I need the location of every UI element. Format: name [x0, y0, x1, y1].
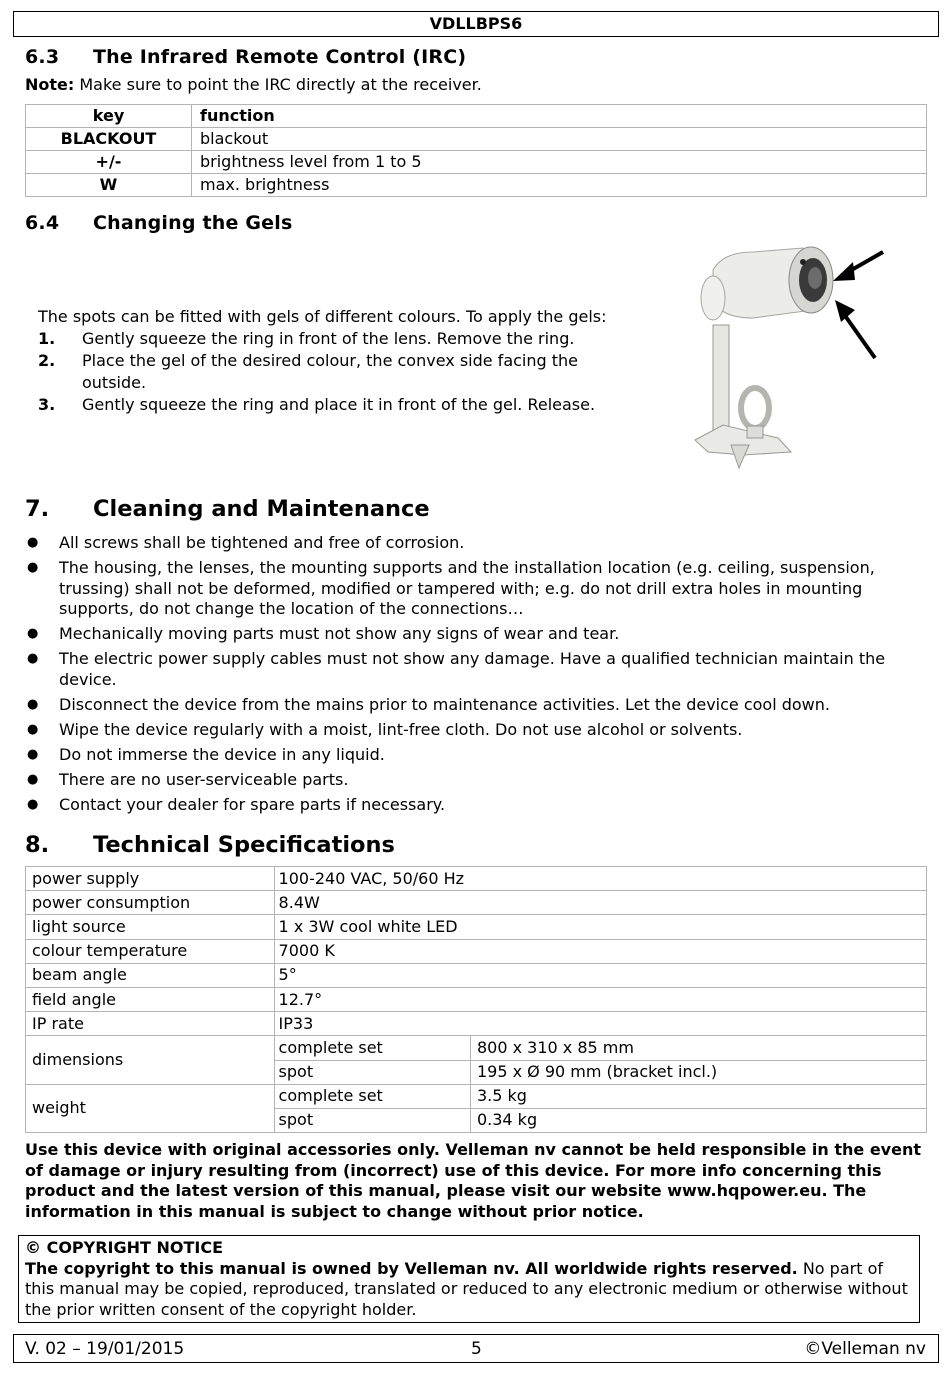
copyright-body — [25, 1259, 913, 1321]
list-item — [27, 624, 932, 645]
table-row — [26, 174, 927, 197]
section-7-heading — [25, 496, 430, 522]
spec-sub-label: spot — [274, 1108, 470, 1132]
page-footer — [13, 1334, 939, 1363]
copyright-bold-text: The copyright to this manual is owned by Velleman nv. All worldwide rights reserved. — [25, 1258, 798, 1278]
lens-center — [808, 267, 822, 289]
spec-value: IP33 — [274, 1012, 926, 1036]
table-row — [26, 915, 927, 939]
list-item — [27, 649, 932, 690]
list-item — [27, 558, 932, 620]
spec-value: 7000 K — [274, 939, 926, 963]
bullet-icon: ● — [27, 535, 39, 550]
spec-label: beam angle — [26, 963, 275, 987]
spec-value: 195 x Ø 90 mm (bracket incl.) — [470, 1060, 926, 1084]
section-number: 6.3 — [25, 46, 60, 68]
list-item — [27, 745, 932, 766]
irc-note — [25, 75, 482, 94]
rear-cap — [701, 276, 725, 320]
section-title: The Infrared Remote Control (IRC) — [93, 46, 467, 68]
eye-mount — [747, 426, 763, 438]
table-row — [26, 128, 927, 151]
spec-value: 0.34 kg — [470, 1108, 926, 1132]
bullet-icon: ● — [27, 747, 39, 763]
bullet-icon: ● — [27, 560, 39, 576]
bullet-icon: ● — [27, 797, 39, 813]
bullet-icon: ● — [27, 651, 39, 667]
section-title: Cleaning and Maintenance — [93, 496, 430, 522]
section-title: Technical Specifications — [93, 832, 395, 858]
table-row — [26, 891, 927, 915]
step-number: 2. — [38, 351, 56, 370]
spec-value: 3.5 kg — [470, 1084, 926, 1108]
spec-value: 1 x 3W cool white LED — [274, 915, 926, 939]
section-number: 8. — [25, 832, 50, 858]
copyright-text: No part of this manual may be copied, reproduced, translated or reduced to any electronic medium or otherwise without the prior written consent of the copyright holder. — [25, 1258, 908, 1319]
spec-value: 800 x 310 x 85 mm — [470, 1036, 926, 1060]
footer-version: V. 02 – 19/01/2015 — [25, 1339, 185, 1359]
step-text: Gently squeeze the ring and place it in front of the gel. Release. — [82, 395, 596, 414]
list-item-text: There are no user-serviceable parts. — [59, 770, 349, 790]
list-item-text: All screws shall be tightened and free of corrosion. — [59, 533, 465, 552]
spec-label: dimensions — [26, 1036, 275, 1084]
screw-dot — [800, 259, 806, 265]
list-item-text: Wipe the device regularly with a moist, lint-free cloth. Do not use alcohol or solvents. — [59, 719, 743, 739]
list-item-text: The housing, the lenses, the mounting supports and the installation location (e.g. ceiling, suspension, trussing) shall not be deformed, modified or tampered with; e.g. do not drill extra holes in mounting supports, do not change the location of the connections… — [59, 558, 875, 619]
step-item — [38, 394, 658, 416]
table-header-row — [26, 105, 927, 128]
step-number: 1. — [38, 329, 56, 348]
page-number: 5 — [471, 1339, 482, 1359]
spec-label: power consumption — [26, 891, 275, 915]
bullet-icon: ● — [27, 696, 39, 712]
spec-label: weight — [26, 1084, 275, 1132]
spec-label: field angle — [26, 987, 275, 1011]
spec-sub-label: complete set — [274, 1036, 470, 1060]
table-row — [26, 1012, 927, 1036]
bullet-icon: ● — [27, 772, 39, 788]
spec-sub-label: spot — [274, 1060, 470, 1084]
spec-value: 100-240 VAC, 50/60 Hz — [274, 867, 926, 891]
step-item — [38, 350, 658, 394]
function-cell: blackout — [192, 128, 927, 151]
spec-value: 5° — [274, 963, 926, 987]
specifications-table — [25, 866, 927, 1133]
key-cell: +/- — [26, 151, 192, 174]
step-text: Place the gel of the desired colour, the convex side facing the outside. — [82, 351, 578, 392]
step-number: 3. — [38, 395, 56, 414]
note-text: Make sure to point the IRC directly at the receiver. — [74, 75, 482, 94]
section-8-heading — [25, 832, 395, 858]
table-row — [26, 1036, 927, 1060]
spec-label: IP rate — [26, 1012, 275, 1036]
footer-owner: ©Velleman nv — [804, 1339, 926, 1359]
spec-label: colour temperature — [26, 939, 275, 963]
table-row — [26, 987, 927, 1011]
spec-label: light source — [26, 915, 275, 939]
bracket-arm — [713, 325, 729, 435]
table-row — [26, 1084, 927, 1108]
base-foot — [731, 445, 749, 468]
note-label: Note: — [25, 75, 75, 94]
list-item — [27, 533, 932, 554]
table-row — [26, 939, 927, 963]
key-cell: W — [26, 174, 192, 197]
section-6-3-heading — [25, 46, 466, 68]
column-header-key: key — [26, 105, 192, 128]
bullet-icon: ● — [27, 626, 39, 642]
list-item-text: Disconnect the device from the mains prior to maintenance activities. Let the device cool down. — [59, 694, 830, 714]
bullet-icon: ● — [27, 721, 39, 737]
copyright-notice — [18, 1235, 920, 1323]
page-header — [13, 11, 939, 37]
copyright-title: © COPYRIGHT NOTICE — [25, 1238, 224, 1257]
arrow-upper-head — [833, 262, 855, 281]
section-6-4-heading — [25, 212, 293, 234]
spec-sub-label: complete set — [274, 1084, 470, 1108]
gel-instructions — [38, 306, 658, 416]
disclaimer: Use this device with original accessories only. Velleman nv cannot be held responsible in the event of damage or injury resulting from (incorrect) use of this device. For more info concerning this product and the latest version of this manual, please visit our website www.hqpower.eu. The information in this manual is subject to change without prior notice. — [25, 1140, 921, 1221]
table-row — [26, 151, 927, 174]
list-item — [27, 770, 932, 791]
gel-intro: The spots can be fitted with gels of different colours. To apply the gels: — [38, 307, 607, 326]
list-item-text: Mechanically moving parts must not show any signs of wear and tear. — [59, 624, 620, 644]
key-cell: BLACKOUT — [26, 128, 192, 151]
spec-value: 12.7° — [274, 987, 926, 1011]
column-header-function: function — [192, 105, 927, 128]
maintenance-list — [27, 533, 932, 820]
header-model: VDLLBPS6 — [429, 14, 523, 33]
list-item — [27, 795, 932, 816]
section-number: 7. — [25, 496, 50, 522]
function-cell: brightness level from 1 to 5 — [192, 151, 927, 174]
function-cell: max. brightness — [192, 174, 927, 197]
section-title: Changing the Gels — [93, 212, 293, 234]
list-item — [27, 720, 932, 741]
suspension-eye — [741, 388, 769, 428]
list-item-text: Do not immerse the device in any liquid. — [59, 745, 385, 765]
step-item — [38, 328, 658, 350]
table-row — [26, 963, 927, 987]
step-text: Gently squeeze the ring in front of the lens. Remove the ring. — [82, 329, 575, 348]
spec-value: 8.4W — [274, 891, 926, 915]
list-item — [27, 695, 932, 716]
spotlight-illustration — [683, 240, 898, 475]
spec-label: power supply — [26, 867, 275, 891]
list-item-text: Contact your dealer for spare parts if necessary. — [59, 795, 446, 815]
list-item-text: The electric power supply cables must not show any damage. Have a qualified technician maintain the device. — [59, 649, 886, 689]
table-row — [26, 867, 927, 891]
irc-key-table — [25, 104, 927, 197]
section-number: 6.4 — [25, 212, 60, 234]
